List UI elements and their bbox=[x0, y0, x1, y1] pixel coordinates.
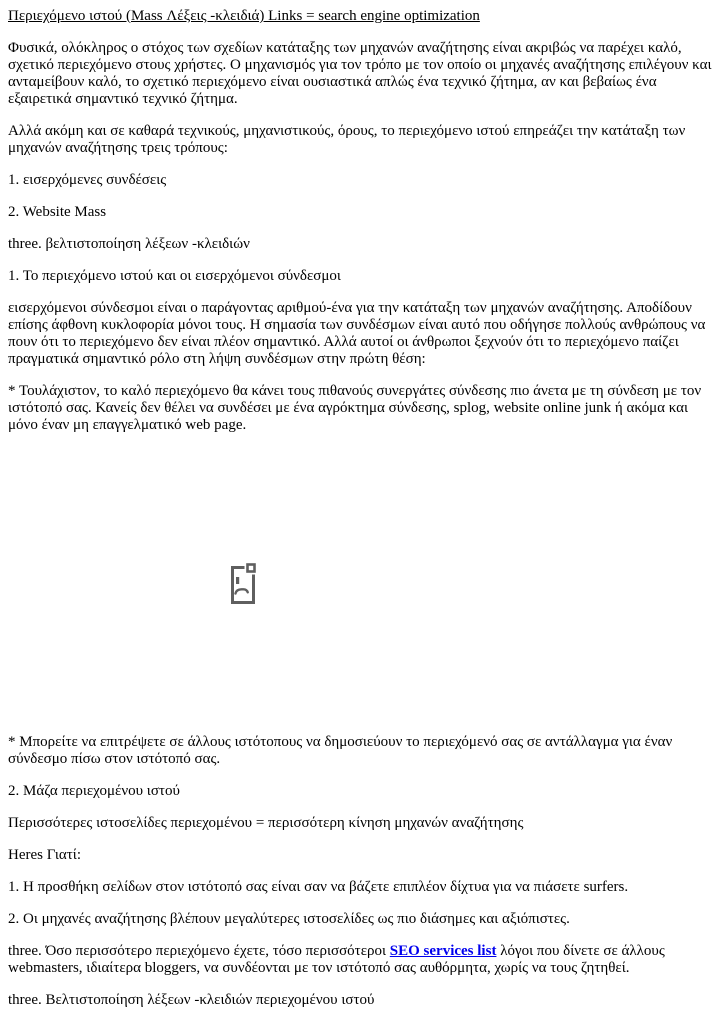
list-item-adding-pages-nets: 1. Η προσθήκη σελίδων στον ιστότοπό σας είναι σαν να βάζετε επιπλέον δίχτυα για να πιάσετε surfers. bbox=[8, 879, 629, 895]
section-heading-content-and-inbound-links: 1. Το περιεχόμενο ιστού και οι εισερχόμενοι σύνδεσμοι bbox=[8, 268, 341, 284]
paragraph-intro: Φυσικά, ολόκληρος ο στόχος των σχεδίων κατάταξης των μηχανών αναζήτησης είναι ακριβώς να παρέχει καλό, σχετικό περιεχόμενο στους χρήστες. Ο μηχανισμός για τον τρόπο με τον οποίο οι μηχανές αναζήτησης επιλέγουν και ανταμείβουν καλό, το σχετικό περιεχόμενο είναι ουσιαστικά απλώς ένα τεχνικό ζήτημα, αν και βεβαίως ένα εξαιρετικά σημαντικό τεχνικό ζήτημα. bbox=[8, 40, 712, 107]
section-heading-content-mass: 2. Μάζα περιεχομένου ιστού bbox=[8, 783, 180, 799]
page-title: Περιεχόμενο ιστού (Mass Λέξεις -κλειδιά) Links = search engine optimization bbox=[8, 8, 480, 24]
paragraph-seo-services bbox=[8, 943, 712, 977]
paragraph-three-ways: Αλλά ακόμη και σε καθαρά τεχνικούς, μηχανιστικούς, όρους, το περιεχόμενο ιστού επηρεάζει την κατάταξη των μηχανών αναζήτησης τρεις τρόπους: bbox=[8, 123, 686, 156]
seo-paragraph-text-after: λόγοι που δίνετε σε άλλους webmasters, ιδιαίτερα bloggers, να συνδέονται με τον ιστότοπό σας αυθόρμητα, χωρίς να τους ζητηθεί. bbox=[8, 943, 665, 976]
paragraph-bullet-republish: * Μπορείτε να επιτρέψετε σε άλλους ιστότοπους να δημοσιεύουν το περιεχόμενό σας σε αντάλλαγμα για έναν σύνδεσμο πίσω στον ιστότοπό σας. bbox=[8, 734, 673, 767]
paragraph-heres-why: Heres Γιατί: bbox=[8, 847, 82, 863]
list-item-website-mass: 2. Website Mass bbox=[8, 204, 107, 220]
list-item-bigger-sites-trusted: 2. Οι μηχανές αναζήτησης βλέπουν μεγαλύτερες ιστοσελίδες ως πιο διάσημες και αξιόπιστες. bbox=[8, 911, 570, 927]
broken-image-icon bbox=[227, 562, 259, 606]
paragraph-bullet-good-content: * Τουλάχιστον, το καλό περιεχόμενο θα κάνει τους πιθανούς συνεργάτες σύνδεσης πιο άνετα με τη σύνδεση με τον ιστότοπό σας. Κανείς δεν θέλει να συνδέσει με ένα αγρόκτημα σύνδεσης, splog, website online junk ή ακόμα και μόνο έναν μη επαγγελματικό web page. bbox=[8, 383, 702, 433]
paragraph-more-pages-more-traffic: Περισσότερες ιστοσελίδες περιεχομένου = περισσότερη κίνηση μηχανών αναζήτησης bbox=[8, 815, 524, 831]
broken-image-placeholder bbox=[8, 449, 478, 719]
paragraph-inbound-links: εισερχόμενοι σύνδεσμοι είναι ο παράγοντας αριθμού-ένα για την κατάταξη των μηχανών αναζήτησης. Αποδίδουν επίσης άφθονη κυκλοφορία μόνοι τους. Η σημασία των συνδέσμων είναι αυτό που οδήγησε πολλούς ανθρώπους να πουν ότι το περιεχόμενο δεν είναι πλέον σημαντικό. Αλλά αυτοί οι άνθρωποι ξεχνούν ότι το περιεχόμενο παίζει πραγματικά σημαντικό ρόλο στη λήψη συνδέσμων στην πρώτη θέση: bbox=[8, 300, 706, 367]
seo-services-list-link[interactable]: SEO services list bbox=[389, 943, 497, 959]
section-heading-keyword-optimization: three. Βελτιστοποίηση λέξεων -κλειδιών περιεχομένου ιστού bbox=[8, 992, 375, 1008]
seo-paragraph-text-before: three. Όσο περισσότερο περιεχόμενο έχετε, τόσο περισσότεροι bbox=[8, 943, 390, 959]
list-item-keyword-optimization: three. βελτιστοποίηση λέξεων -κλειδιών bbox=[8, 236, 250, 252]
list-item-incoming-links: 1. εισερχόμενες συνδέσεις bbox=[8, 172, 167, 188]
